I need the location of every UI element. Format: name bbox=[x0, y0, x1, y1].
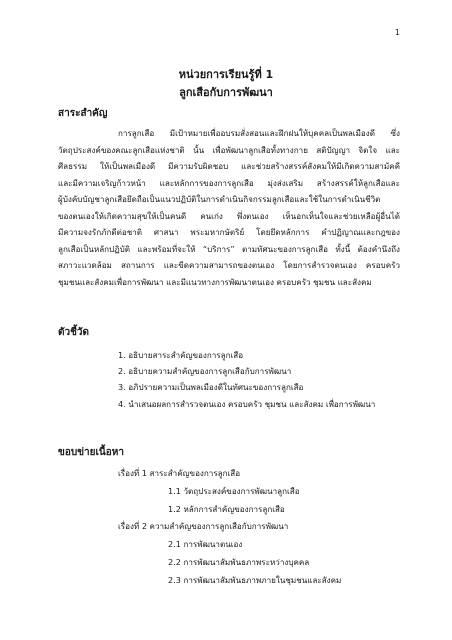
indicator-item: 2. อธิบายความสำคัญของการลูกเสือกับการพัฒนา bbox=[118, 366, 292, 377]
indicator-item: 3. อภิปรายความเป็นพลเมืองดีในทัศนะของการลูกเสือ bbox=[118, 382, 304, 393]
topic-2-sub-item: 2.3 การพัฒนาสัมพันธภาพภายในชุมชนและสังคม bbox=[168, 574, 342, 585]
indicator-item: 1. อธิบายสาระสำคัญของการลูกเสือ bbox=[118, 350, 244, 360]
paragraph-line: ของตนเองให้เกิดความสุขให้เป็นคนดี คนเก่ง พึ่งตนเอง เห็นอกเห็นใจและช่วยเหลือผู้อื่นได้ bbox=[58, 210, 400, 221]
paragraph-line: ชุมชนและสังคมเพื่อการพัฒนา และมีแนวทางการพัฒนาตนเอง ครอบครัว ชุมชน และสังคม bbox=[58, 276, 372, 287]
scope-outline bbox=[118, 465, 341, 590]
key-idea-heading: สาระสำคัญ bbox=[58, 108, 108, 119]
indicator-item: 4. นำเสนอผลการสำรวจตนเอง ครอบครัว ชุมชน และสังคม เพื่อการพัฒนา bbox=[118, 398, 376, 409]
indicators-list bbox=[118, 347, 375, 412]
topic-2-sub-item: 2.2 การพัฒนาสัมพันธภาพระหว่างบุคคล bbox=[168, 556, 310, 567]
unit-number-title: หน่วยการเรียนรู้ที่ 1 bbox=[178, 68, 274, 81]
paragraph-line: ผู้บังคับบัญชาลูกเสือยึดถือเป็นแนวปฏิบัติในการดำเนินกิจกรรมลูกเสือและใช้ในการดำเนินชีวิต bbox=[58, 194, 381, 204]
topic-2-sub-item: 2.1 การพัฒนาตนเอง bbox=[168, 539, 243, 550]
indicators-heading: ตัวชี้วัด bbox=[58, 327, 90, 338]
topic-1-title: เรื่องที่ 1 สาระสำคัญของการลูกเสือ bbox=[118, 468, 241, 478]
paragraph-line: วัตถุประสงค์ของคณะลูกเสือแห่งชาติ นั้น เพื่อพัฒนาลูกเสือทั้งทางกาย สติปัญญา จิตใจ และ bbox=[58, 144, 400, 155]
topic-1-sub-item: 1.2 หลักการสำคัญของการลูกเสือ bbox=[168, 503, 285, 514]
paragraph-line: ลูกเสือเป็นหลักปฏิบัติ และพร้อมที่จะให้ “บริการ” ตามทัศนะของการลูกเสือ ทั้งนี้ ต้องคำนึงถึง bbox=[58, 243, 400, 254]
paragraph-line: สภาวะแวดล้อม สถานการ และขีดความสามารถของตนเอง โดยการสำรวจตนเอง ครอบครัว bbox=[58, 260, 400, 270]
key-idea-paragraph bbox=[58, 125, 400, 290]
paragraph-line: และมีความเจริญก้าวหน้า และหลักการของการลูกเสือ มุ่งส่งเสริม สร้างสรรค์ให้ลูกเสือและ bbox=[58, 177, 400, 188]
topic-2-title: เรื่องที่ 2 ความสำคัญของการลูกเสือกับการพัฒนา bbox=[118, 521, 289, 532]
paragraph-line: การลูกเสือ มีเป้าหมายเพื่ออบรมสั่งสอนและฝึกฝนให้บุคคลเป็นพลเมืองดี ซึ่ง bbox=[118, 128, 400, 138]
unit-name-title: ลูกเสือกับการพัฒนา bbox=[179, 86, 273, 99]
page-number: 1 bbox=[394, 28, 400, 37]
scope-heading: ขอบข่ายเนื้อหา bbox=[58, 447, 124, 458]
topic-1-sub-item: 1.1 วัตถุประสงค์ของการพัฒนาลูกเสือ bbox=[168, 485, 300, 496]
paragraph-line: มีความจงรักภักดีต่อชาติ ศาสนา พระมหากษัตริย์ โดยยึดหลักการ คำปฏิญาณและกฎของ bbox=[58, 227, 400, 237]
unit-title bbox=[0, 66, 452, 102]
paragraph-line: ศีลธรรม ให้เป็นพลเมืองดี มีความรับผิดชอบ และช่วยสร้างสรรค์สังคมให้มีเกิดความสามัคคี bbox=[58, 161, 400, 171]
